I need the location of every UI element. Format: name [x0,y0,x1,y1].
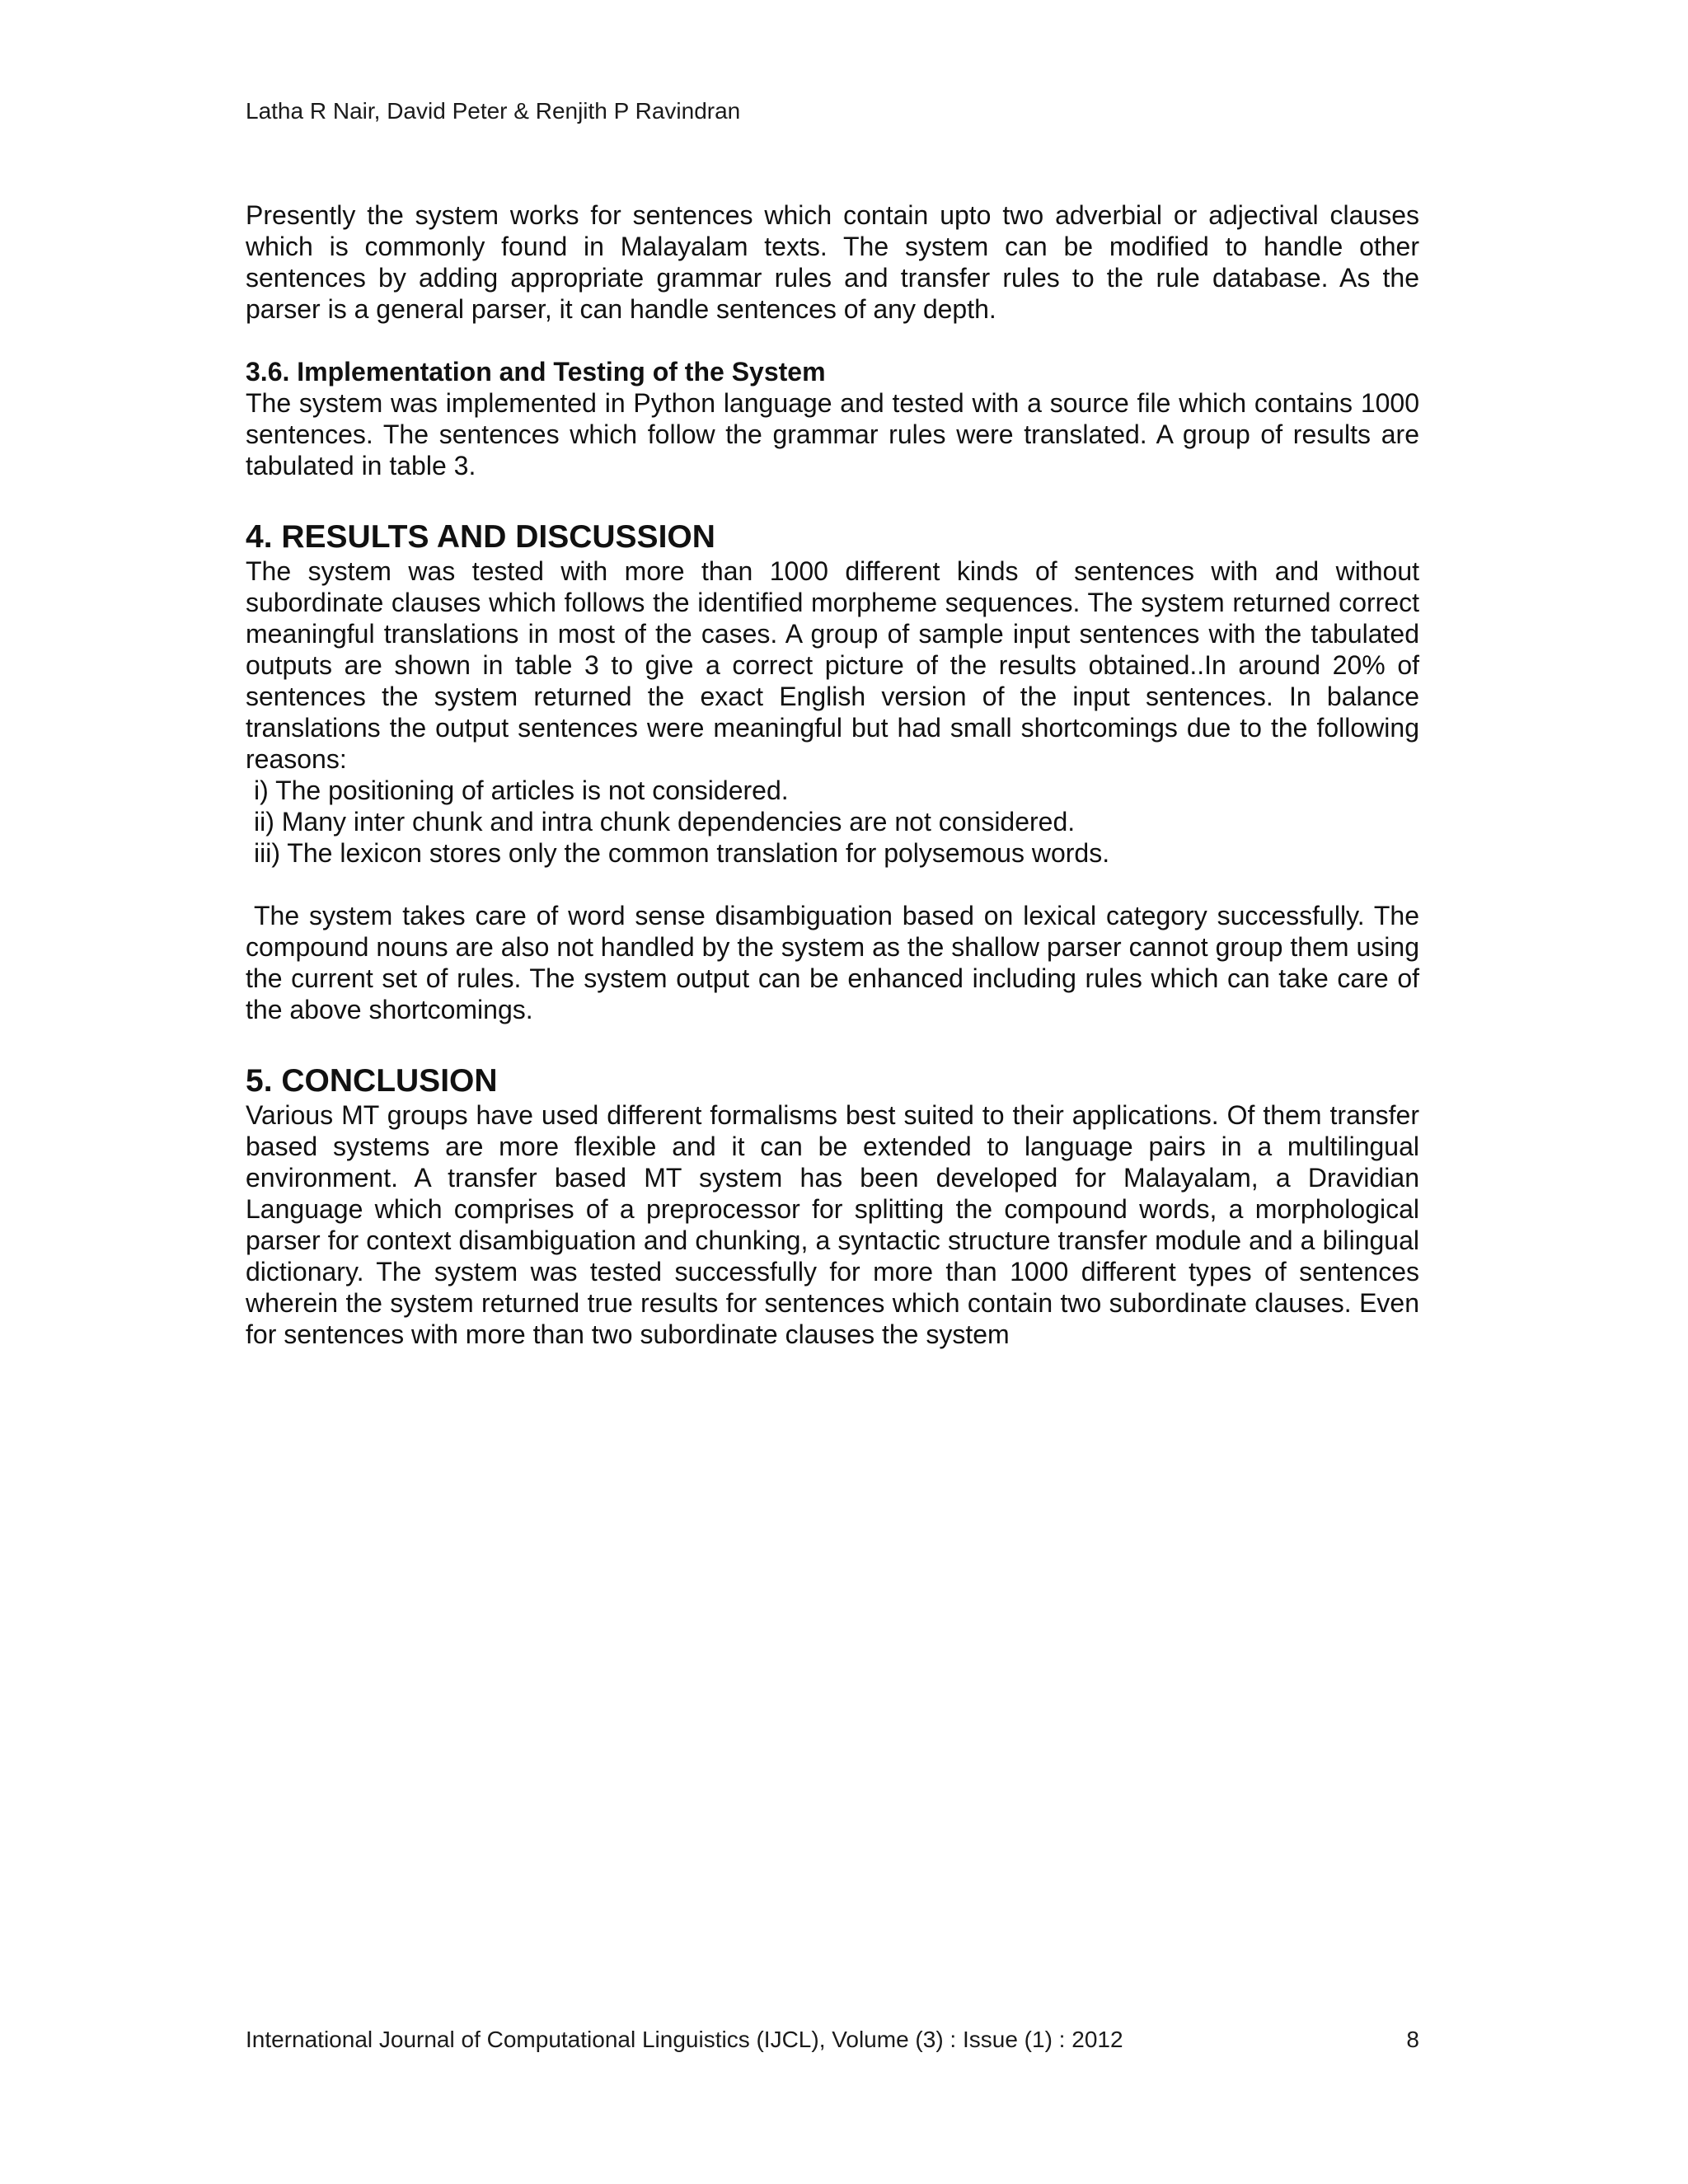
intro-paragraph: Presently the system works for sentences which contain upto two adverbial or adjectival clauses which is commonly found in Malayalam texts. The system can be modified to handle other sentences by adding appropriate grammar rules and transfer rules to the rule database. As the parser is a general parser, it can handle sentences of any depth. [246,200,1419,324]
spacer [246,1025,1419,1063]
list-item: iii) The lexicon stores only the common translation for polysemous words. [254,838,1110,868]
section-5-title: 5. CONCLUSION [246,1063,498,1099]
section-4-paragraph-2: The system takes care of word sense disambiguation based on lexical category successfully. The compound nouns are also not handled by the system as the shallow parser cannot group them using the current set of rules. The system output can be enhanced including rules which can take care of the above shortcomings. [246,901,1419,1024]
section-4-paragraph-1: The system was tested with more than 1000 different kinds of sentences with and without subordinate clauses which follows the identified morpheme sequences. The system returned correct meaningful translations in most of the cases. A group of sample input sentences with the tabulated outputs are shown in table 3 to give a correct picture of the results obtained..In around 20% of sentences the system returned the exact English version of the input sentences. In balance translations the output sentences were meaningful but had small shortcomings due to the following reasons: [246,556,1419,774]
spacer [246,869,1419,900]
page-body [246,199,1419,1350]
footer-journal-citation: International Journal of Computational Linguistics (IJCL), Volume (3) : Issue (1) : 2012 [246,2027,1123,2052]
section-4-title: 4. RESULTS AND DISCUSSION [246,519,715,555]
list-item: ii) Many inter chunk and intra chunk dependencies are not considered. [254,807,1076,837]
reasons-list [246,775,1419,869]
list-item: i) The positioning of articles is not considered. [254,776,789,805]
section-3-6-paragraph: The system was implemented in Python language and tested with a source file which contains 1000 sentences. The sentences which follow the grammar rules were translated. A group of results are tabulated in table 3. [246,388,1419,480]
section-5-paragraph: Various MT groups have used different formalisms best suited to their applications. Of them transfer based systems are more flexible and it can be extended to language pairs in a multilingual environment. A transfer based MT system has been developed for Malayalam, a Dravidian Language which comprises of a preprocessor for splitting the compound words, a morphological parser for context disambiguation and chunking, a syntactic structure transfer module and a bilingual dictionary. The system was tested successfully for more than 1000 different types of sentences wherein the system returned true results for sentences which contain two subordinate clauses. Even for sentences with more than two subordinate clauses the system [246,1100,1419,1349]
spacer [246,481,1419,519]
running-header-authors: Latha R Nair, David Peter & Renjith P Ravindran [246,98,741,124]
section-3-6-title: 3.6. Implementation and Testing of the System [246,357,826,387]
spacer [246,325,1419,356]
footer-page-number: 8 [1406,2027,1419,2052]
